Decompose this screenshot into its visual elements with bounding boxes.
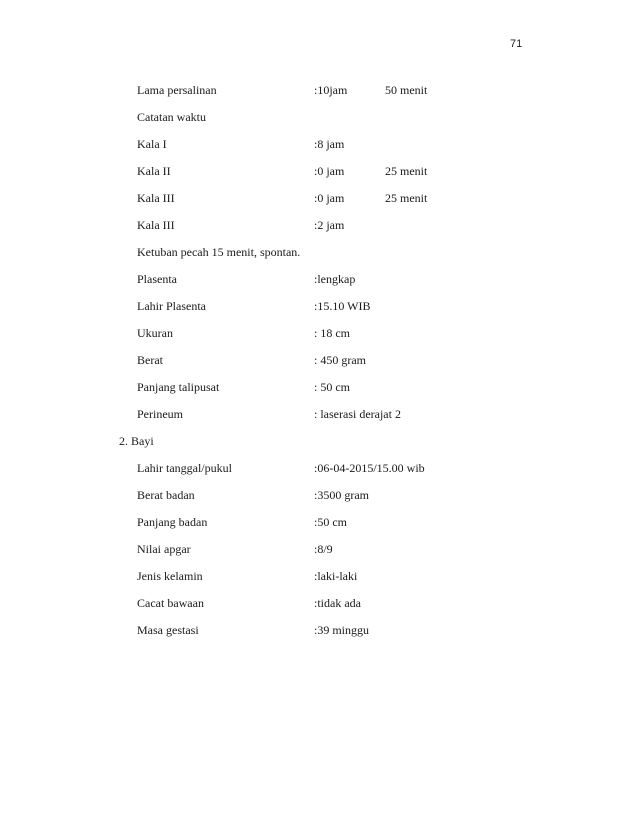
row-extra: 25 menit [385, 164, 428, 178]
row-value: : 450 gram [314, 353, 366, 367]
row-value: :8 jam [314, 137, 345, 151]
row-label: Lahir Plasenta [137, 299, 206, 313]
row-label: Panjang talipusat [137, 380, 220, 394]
row-label: Masa gestasi [137, 623, 199, 637]
row-value: :10jam [314, 83, 348, 97]
row-value: : 18 cm [314, 326, 350, 340]
page-number: 71 [510, 38, 523, 50]
row-value: :2 jam [314, 218, 345, 232]
row-label: Plasenta [137, 272, 177, 286]
row-value: :lengkap [314, 272, 356, 286]
row-value: :0 jam [314, 164, 345, 178]
section-heading: 2. Bayi [119, 434, 154, 448]
row-label: Kala I [137, 137, 167, 151]
row-label: Nilai apgar [137, 542, 191, 556]
row-label: Ukuran [137, 326, 173, 340]
row-value: :39 minggu [314, 623, 370, 637]
row-value: :06-04-2015/15.00 wib [314, 461, 425, 475]
row-label: Kala III [137, 191, 175, 205]
row-extra: 25 menit [385, 191, 428, 205]
row-label: Kala II [137, 164, 171, 178]
row-label: Berat [137, 353, 163, 367]
row-label: Perineum [137, 407, 183, 421]
row-label: Catatan waktu [137, 110, 206, 124]
row-value: :3500 gram [314, 488, 369, 502]
row-value: :0 jam [314, 191, 345, 205]
row-value: :50 cm [314, 515, 347, 529]
row-value: :laki-laki [314, 569, 358, 583]
row-label: Berat badan [137, 488, 195, 502]
row-label: Kala III [137, 218, 175, 232]
row-label: Ketuban pecah 15 menit, spontan. [137, 245, 301, 259]
row-label: Panjang badan [137, 515, 208, 529]
row-extra: 50 menit [385, 83, 428, 97]
row-label: Lama persalinan [137, 83, 217, 97]
row-value: : 50 cm [314, 380, 350, 394]
row-label: Jenis kelamin [137, 569, 203, 583]
row-value: : laserasi derajat 2 [314, 407, 401, 421]
row-value: :8/9 [314, 542, 333, 556]
row-value: :tidak ada [314, 596, 361, 610]
row-value: :15.10 WIB [314, 299, 371, 313]
row-label: Lahir tanggal/pukul [137, 461, 232, 475]
row-label: Cacat bawaan [137, 596, 204, 610]
